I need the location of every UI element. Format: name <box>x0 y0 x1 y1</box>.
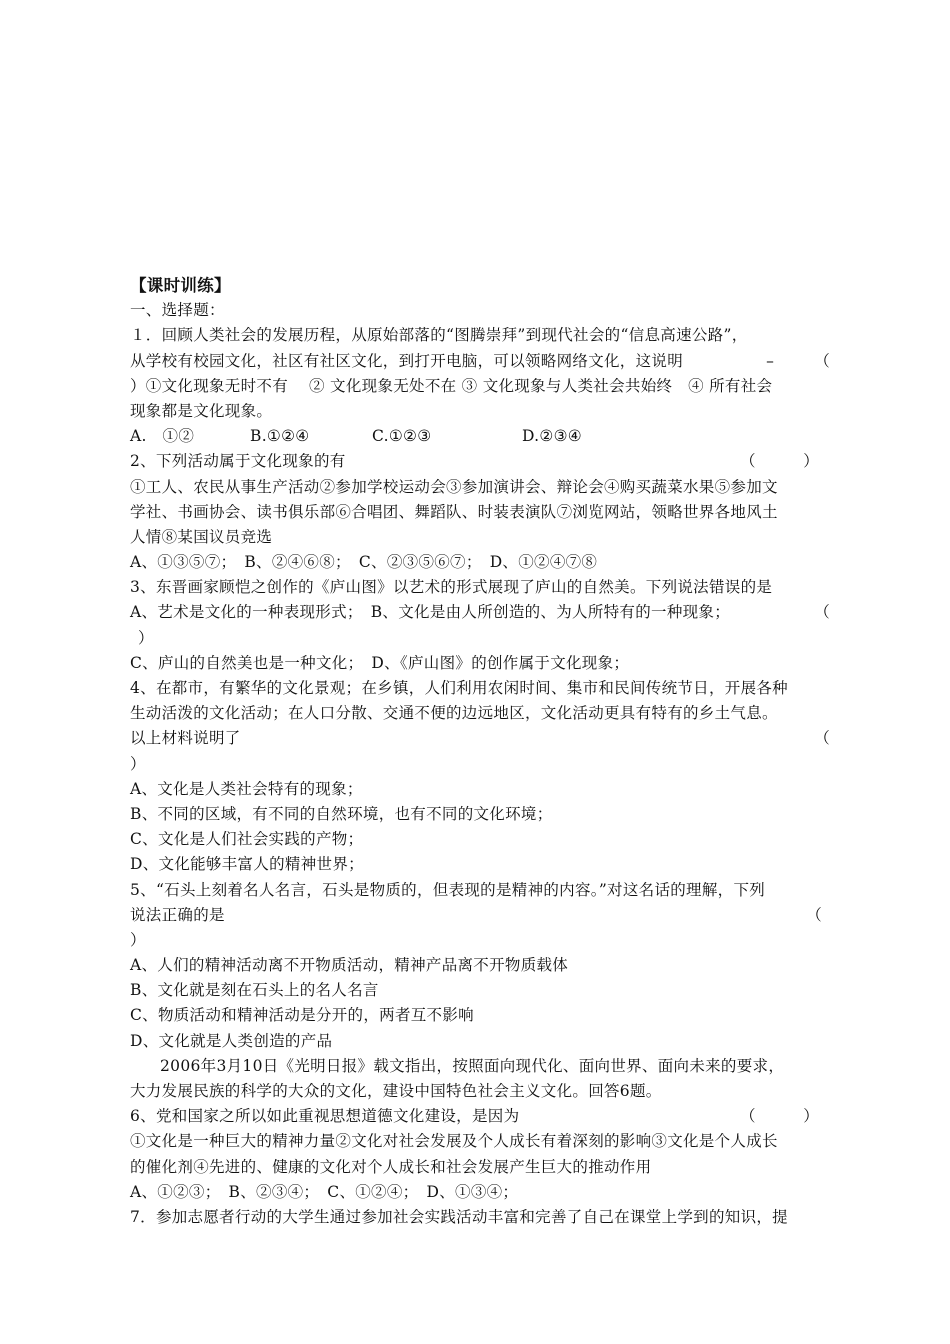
q3-stem: 3、东晋画家顾恺之创作的《庐山图》以艺术的形式展现了庐山的自然美。下列说法错误的是 <box>130 578 773 597</box>
q2-line-3: 学社、书画协会、读书俱乐部⑥合唱团、舞蹈队、时装表演队⑦浏览网站，领略世界各地风土 <box>130 502 778 521</box>
q2-answer-paren: （ ） <box>740 452 820 471</box>
q5-option-b: B、文化就是刻在石头上的名人名言 <box>130 981 379 1000</box>
q5-line-2 <box>130 903 830 928</box>
q4-line-2: 生动活泼的文化活动；在人口分散、交通不便的边远地区，文化活动更具有特有的乡土气息。 <box>130 704 778 723</box>
q2-line-2: ①工人、农民从事生产活动②参加学校运动会③参加演讲会、辩论会④购买蔬菜水果⑤参加文 <box>130 477 778 496</box>
q3-line-2 <box>130 600 830 625</box>
q1-option-c: C.①②③ <box>372 427 432 446</box>
q4-option-a: A、文化是人类社会特有的现象； <box>130 779 363 798</box>
q1-line-2 <box>130 349 830 374</box>
q3-option-ab: A、艺术是文化的一种表现形式； B、文化是由人所创造的、为人所特有的一种现象； <box>130 603 731 622</box>
q2-stem: 2、下列活动属于文化现象的有 <box>130 452 346 471</box>
q1-line-2-text: 从学校有校园文化，社区有社区文化，到打开电脑，可以领略网络文化，这说明 <box>130 351 684 370</box>
q4-option-b: B、不同的区域，有不同的自然环境，也有不同的文化环境； <box>130 804 553 823</box>
q4-option-c: C、文化是人们社会实践的产物； <box>130 830 364 849</box>
q2-stem-row <box>130 449 830 474</box>
q5-answer-paren-close: ） <box>130 930 146 949</box>
q1-option-d: D.②③④ <box>522 427 582 446</box>
q1-option-a: A. ①② <box>130 427 195 446</box>
q3-answer-paren-close: ） <box>138 628 154 647</box>
q6-line-3: 的催化剂④先进的、健康的文化对个人成长和社会发展产生巨大的推动作用 <box>130 1157 652 1176</box>
q1-line-4: 现象都是文化现象。 <box>130 401 273 420</box>
q6-answer-paren: （ ） <box>740 1107 820 1126</box>
material-line-2: 大力发展民族的科学的大众的文化，建设中国特色社会主义文化。回答6题。 <box>130 1082 662 1100</box>
q1-options <box>130 424 830 449</box>
q6-stem-row <box>130 1104 830 1129</box>
q1-line-1: １．回顾人类社会的发展历程，从原始部落的“图腾崇拜”到现代社会的“信息高速公路”， <box>130 326 748 345</box>
q6-line-2: ①文化是一种巨大的精神力量②文化对社会发展及个人成长有着深刻的影响③文化是个人成长 <box>130 1132 778 1151</box>
q4-answer-paren-close: ） <box>130 754 146 773</box>
q1-line-3: ）①文化现象无时不有 ② 文化现象无处不在 ③ 文化现象与人类社会共始终 ④ 所有社会 <box>130 376 773 395</box>
q5-line-2-text: 说法正确的是 <box>130 905 225 924</box>
q1-option-b: B.①②④ <box>250 427 310 446</box>
q2-line-4: 人情⑧某国议员竞选 <box>130 527 273 546</box>
q4-line-3-text: 以上材料说明了 <box>130 729 241 748</box>
q2-options: A、①③⑤⑦； B、②④⑥⑧； C、②③⑤⑥⑦； D、①②④⑦⑧ <box>130 553 598 572</box>
q3-answer-paren-open: （ <box>814 603 830 622</box>
q4-line-3 <box>130 726 830 751</box>
q1-dash: – <box>766 351 775 370</box>
q5-option-a: A、人们的精神活动离不开物质活动，精神产品离不开物质载体 <box>130 956 569 975</box>
q1-answer-paren-open: （ <box>814 351 830 370</box>
q7-line-1: 7．参加志愿者行动的大学生通过参加社会实践活动丰富和完善了自己在课堂上学到的知识，提 <box>130 1207 788 1226</box>
q4-answer-paren-open: （ <box>814 729 830 748</box>
q5-line-1: 5、“石头上刻着名人名言，石头是物质的，但表现的是精神的内容。”对这名话的理解，下列 <box>130 880 766 899</box>
q6-stem: 6、党和国家之所以如此重视思想道德文化建设，是因为 <box>130 1107 520 1126</box>
exercise-content <box>130 273 830 1230</box>
q4-option-d: D、文化能够丰富人的精神世界； <box>130 855 364 874</box>
q5-option-c: C、物质活动和精神活动是分开的，两者互不影响 <box>130 1006 474 1025</box>
q4-line-1: 4、在都市，有繁华的文化景观；在乡镇，人们利用农闲时间、集市和民间传统节日，开展各种 <box>130 679 788 697</box>
q3-option-cd: C、庐山的自然美也是一种文化； D、《庐山图》的创作属于文化现象； <box>130 653 630 672</box>
q6-options: A、①②③； B、②③④； C、①②④； D、①③④； <box>130 1182 519 1201</box>
part-heading: 一、选择题： <box>130 301 225 320</box>
q5-answer-paren-open: （ <box>806 905 822 924</box>
section-title: 【课时训练】 <box>130 276 231 295</box>
q5-option-d: D、文化就是人类创造的产品 <box>130 1031 333 1050</box>
material-line-1: 2006年3月10日《光明日报》载文指出，按照面向现代化、面向世界、面向未来的要求， <box>160 1056 785 1075</box>
